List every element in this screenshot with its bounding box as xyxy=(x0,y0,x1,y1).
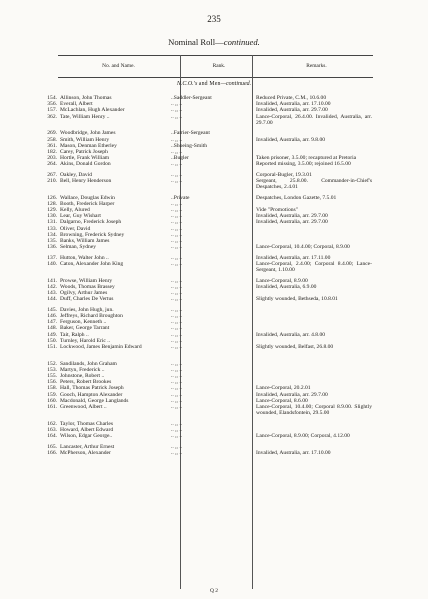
row-remarks: Lance-Corporal, 8.6.00 xyxy=(256,397,308,404)
row-number: 146. xyxy=(47,312,57,319)
row-remarks: Reported missing, 3.5.00; rejoined 16.5.00 xyxy=(256,161,351,168)
row-number: 158. xyxy=(47,385,57,392)
row-name: Kelly, Alured xyxy=(60,207,90,214)
row-rank: .. ,, .. xyxy=(171,391,183,398)
row-rank: .. ,, .. xyxy=(171,360,183,367)
row-name: Carey, Patrick Joseph xyxy=(60,148,108,155)
row-number: 153. xyxy=(47,366,57,373)
row-name: Woods, Thomas Brassey xyxy=(60,283,115,290)
table-row xyxy=(0,261,428,273)
row-name: Sandilands, John Graham xyxy=(60,360,117,367)
row-rank: .. ,, .. xyxy=(171,254,183,261)
row-remarks: Taken prisoner, 3.5.00; recaptured at Pretoria xyxy=(256,155,357,162)
row-rank: .. ,, .. xyxy=(171,231,183,238)
row-rank: .. ,, .. xyxy=(171,290,183,297)
row-number: 152. xyxy=(47,360,57,367)
section-suffix: —continued. xyxy=(220,81,252,87)
row-remarks: Lance-Corporal, 10.4.00; Corporal, 8.9.00 xyxy=(256,244,350,251)
row-number: 131. xyxy=(47,219,57,226)
row-name: Peters, Robert Brookes xyxy=(60,379,112,386)
row-name: Everall, Albert xyxy=(60,101,93,108)
section-heading xyxy=(0,81,428,87)
row-remarks: Sergeant, 25.8.00. Commander-in-Chief's Despatches, 2.4.01 xyxy=(256,177,372,191)
row-remarks: Invalided, Australia, 6.9.00 xyxy=(256,283,317,290)
section-prefix: N.C.O.'s xyxy=(176,81,199,87)
row-rank: ..Saddler-Sergeant xyxy=(171,95,212,101)
row-rank: .. ,, .. xyxy=(171,101,183,108)
row-number: 159. xyxy=(47,391,57,398)
row-name: Howard, Albert Edward xyxy=(60,426,114,433)
row-number: 126. xyxy=(47,194,57,201)
row-name: Baker, George Tarrant xyxy=(60,325,110,332)
row-rank: .. ,, .. xyxy=(171,385,183,392)
table-row xyxy=(0,450,428,456)
section-smallcaps: and Men xyxy=(198,81,221,87)
row-rank: .. ,, .. xyxy=(171,443,183,450)
row-rank: .. ,, .. xyxy=(171,312,183,319)
row-name: Jeffreys, Richard Broughton xyxy=(60,312,123,319)
table-row xyxy=(0,404,428,416)
header-name: No. and Name. xyxy=(102,63,135,69)
row-rank: .. ,, .. xyxy=(171,433,183,440)
row-remarks: Despatches, London Gazette, 7.5.01 xyxy=(256,194,337,201)
row-number: 149. xyxy=(47,331,57,338)
row-name: Ferguson, Kenneth .. xyxy=(60,319,107,326)
row-remarks: Lance-Corporal, 8.9.00 xyxy=(256,277,308,284)
row-number: 134. xyxy=(47,231,57,238)
row-name: Woodbridge, John James xyxy=(60,130,116,137)
table-row xyxy=(0,161,428,167)
row-number: 128. xyxy=(47,200,57,207)
row-number: 155. xyxy=(47,372,57,379)
row-rank: .. ,, .. xyxy=(171,171,183,178)
title-main: Nominal Roll— xyxy=(168,37,224,47)
row-number: 165. xyxy=(47,443,57,450)
row-name: Davies, John Hugh, jun. xyxy=(60,306,114,313)
row-number: 135. xyxy=(47,238,57,245)
footer-signature: Q 2 xyxy=(209,588,219,594)
row-name: Booth, Frederick Harper xyxy=(60,200,115,207)
row-name: Wilson, Edgar George.. xyxy=(60,433,113,440)
row-name: Tate, William Henry .. xyxy=(60,113,110,120)
row-rank: .. ,, .. xyxy=(171,372,183,379)
row-rank: .. ,, .. xyxy=(171,148,183,155)
row-rank: .. ,, .. xyxy=(171,161,183,168)
row-remarks: Invalided, Australia, arr. 29.7.00 xyxy=(256,107,328,114)
row-name: Lancaster, Arthur Ernest xyxy=(60,443,115,450)
row-remarks: Invalided, Australia, arr. 17.11.00 xyxy=(256,254,331,261)
row-name: Dalgarno, Frederick Joseph xyxy=(60,219,122,226)
row-name: Selman, Sydney xyxy=(60,244,97,251)
row-rank: .. ,, .. xyxy=(171,449,183,456)
row-name: Lockwood, James Benjamin Edward xyxy=(60,343,142,350)
row-remarks: Corporal-Bugler, 19.3.01 xyxy=(256,171,312,178)
row-remarks: Lance-Corporal, 10.4.00; Corporal 8.9.00. Slightly wounded, Elandsfontein, 29.5.00 xyxy=(256,403,372,417)
row-rank: .. ,, .. xyxy=(171,277,183,284)
nominal-roll-table xyxy=(0,95,428,456)
row-remarks: Invalided, Australia, arr. 17.10.00 xyxy=(256,449,331,456)
row-number: 264. xyxy=(47,161,57,168)
row-name: Ogilvy, Arthur James xyxy=(60,290,108,297)
row-rank: .. ,, .. xyxy=(171,219,183,226)
table-header xyxy=(58,55,373,78)
row-name: Taylor, Thomas Charles xyxy=(60,420,114,427)
row-name: Bell, Henry Henderson xyxy=(60,177,112,184)
row-rank: .. ,, .. xyxy=(171,260,183,267)
row-name: Johnstone, Robert .. xyxy=(60,372,105,379)
row-rank: .. ,, .. xyxy=(171,207,183,214)
row-number: 148. xyxy=(47,325,57,332)
header-rank: Rank. xyxy=(212,63,226,69)
table-row xyxy=(0,344,428,356)
row-rank: ..Private xyxy=(171,194,190,201)
row-rank: .. ,, .. xyxy=(171,213,183,220)
row-name: Martyn, Frederick .. xyxy=(60,366,105,373)
row-remarks: Invalided, Australia, arr. 29.7.00 xyxy=(256,213,328,220)
row-remarks: Invalided, Australia, arr. 29.7.00 xyxy=(256,391,328,398)
row-number: 156. xyxy=(47,379,57,386)
row-rank: .. ,, .. xyxy=(171,420,183,427)
row-rank: .. ,, .. xyxy=(171,296,183,303)
row-rank: .. ,, .. xyxy=(171,200,183,207)
title-italic: continued. xyxy=(223,37,260,47)
table-row xyxy=(0,296,428,302)
row-name: Lear, Guy Wishart xyxy=(60,213,101,220)
row-number: 258. xyxy=(47,136,57,143)
row-name: Prowse, William Henry xyxy=(60,277,113,284)
row-number: 151. xyxy=(47,343,57,350)
row-number: 130. xyxy=(47,213,57,220)
row-number: 210. xyxy=(47,177,57,184)
row-rank: .. ,, .. xyxy=(171,331,183,338)
row-number: 147. xyxy=(47,319,57,326)
row-number: 129. xyxy=(47,207,57,214)
row-remarks: Invalided, Australia, arr. 9.8.00 xyxy=(256,136,326,143)
row-number: 182. xyxy=(47,148,57,155)
row-rank: .. ,, .. xyxy=(171,244,183,251)
row-remarks: Invalided, Australia, arr. 4.8.00 xyxy=(256,331,326,338)
row-number: 267. xyxy=(47,171,57,178)
row-name: Tait, Ralph .. xyxy=(60,331,89,338)
row-name: Hall, Thomas Patrick Joseph xyxy=(60,385,124,392)
row-name: Caton, Alexander John King xyxy=(60,260,124,267)
row-name: Mason, Denman Etherley xyxy=(60,142,117,149)
table-row xyxy=(0,114,428,126)
row-number: 143. xyxy=(47,290,57,297)
row-number: 162. xyxy=(47,420,57,427)
row-remarks: Reduced Private, C.M., 10.6.00 xyxy=(256,95,327,101)
row-remarks: Invalided, Australia, arr. 29.7.00 xyxy=(256,219,328,226)
row-number: 144. xyxy=(47,296,57,303)
row-name: Smith, William Henry xyxy=(60,136,110,143)
row-rank: .. ,, .. xyxy=(171,238,183,245)
row-name: Greenwood, Albert .. xyxy=(60,403,107,410)
row-number: 157. xyxy=(47,107,57,114)
row-number: 142. xyxy=(47,283,57,290)
row-remarks: Lance-Corporal, 26.4.00. Invalided, Australia, arr. 29.7.00 xyxy=(256,113,372,126)
row-number: 136. xyxy=(47,244,57,251)
row-rank: .. ,, .. xyxy=(171,366,183,373)
row-number: 163. xyxy=(47,426,57,433)
row-number: 356. xyxy=(47,101,57,108)
row-rank: .. ,, .. xyxy=(171,283,183,290)
row-rank: .. ,, .. xyxy=(171,379,183,386)
row-rank: .. ,, .. xyxy=(171,136,183,143)
row-rank: ..Bugler xyxy=(171,155,189,162)
row-remarks: Lance-Corporal, 2.4.00; Corporal 8.4.00; Lance-Sergeant, 1.10.00 xyxy=(256,260,372,274)
row-name: Gooch, Hampton Alexander xyxy=(60,391,123,398)
row-remarks: Slightly wounded, Belfast, 26.8.00 xyxy=(256,343,334,350)
table-row xyxy=(0,433,428,439)
row-name: Allinson, John Thomas xyxy=(60,95,112,101)
row-rank: .. ,, .. xyxy=(171,343,183,350)
table-row xyxy=(0,178,428,190)
row-name: Hortle, Frank William xyxy=(60,155,110,162)
row-name: Duff, Charles De Vertus xyxy=(60,296,114,303)
row-name: Macdonald, George Langlands xyxy=(60,397,129,404)
row-name: Turnley, Harold Eric .. xyxy=(60,337,110,344)
row-remarks: Slightly wounded, Bethseda, 10.8.01 xyxy=(256,296,338,303)
row-name: Oakley, David xyxy=(60,171,92,178)
row-remarks: Vide "Promotions" xyxy=(256,207,298,214)
row-rank: .. ,, .. xyxy=(171,426,183,433)
row-rank: .. ,, .. xyxy=(171,337,183,344)
row-number: 269. xyxy=(47,130,57,137)
row-number: 141. xyxy=(47,277,57,284)
row-rank: .. ,, .. xyxy=(171,107,183,114)
row-remarks: Invalided, Australia, arr. 17.10.00 xyxy=(256,101,331,108)
row-remarks: Lance-Corporal, 20.2.01 xyxy=(256,385,311,392)
row-name: Banks, William James xyxy=(60,238,110,245)
row-name: Wallace, Douglas Edwin xyxy=(60,194,115,201)
row-number: 145. xyxy=(47,306,57,313)
row-number: 362. xyxy=(47,113,57,120)
row-name: Oliver, David xyxy=(60,225,91,232)
header-remarks: Remarks. xyxy=(306,63,327,69)
row-number: 164. xyxy=(47,433,57,440)
row-rank: .. ,, .. xyxy=(171,397,183,404)
page-title xyxy=(0,37,428,47)
row-rank: .. ,, .. xyxy=(171,325,183,332)
row-number: 166. xyxy=(47,449,57,456)
row-number: 160. xyxy=(47,397,57,404)
row-rank: .. ,, .. xyxy=(171,177,183,184)
row-name: Browning, Frederick Sydney xyxy=(60,231,125,238)
row-rank: .. ,, .. xyxy=(171,225,183,232)
row-number: 161. xyxy=(47,403,57,410)
row-name: McPherson, Alexander xyxy=(60,449,111,456)
row-number: 150. xyxy=(47,337,57,344)
row-number: 203. xyxy=(47,155,57,162)
row-number: 140. xyxy=(47,260,57,267)
row-rank: ..Farrier-Sergeant xyxy=(171,130,210,137)
row-rank: .. ,, .. xyxy=(171,306,183,313)
row-number: 137. xyxy=(47,254,57,261)
table-row xyxy=(0,244,428,250)
row-rank: .. ,, .. xyxy=(171,113,183,120)
page-number: 235 xyxy=(207,14,221,24)
row-rank: ..Shoeing-Smith xyxy=(171,142,208,149)
row-number: 133. xyxy=(47,225,57,232)
row-name: Akins, Donald Gordon xyxy=(60,161,111,168)
row-name: McLachlan, Hugh Alexander xyxy=(60,107,125,114)
row-remarks: Lance-Corporal, 8.9.00; Corporal, 4.12.00 xyxy=(256,433,350,440)
row-number: 154. xyxy=(47,95,57,101)
row-rank: .. ,, .. xyxy=(171,403,183,410)
row-rank: .. ,, .. xyxy=(171,319,183,326)
row-number: 361. xyxy=(47,142,57,149)
row-name: Hutton, Walter John .. xyxy=(60,254,109,261)
